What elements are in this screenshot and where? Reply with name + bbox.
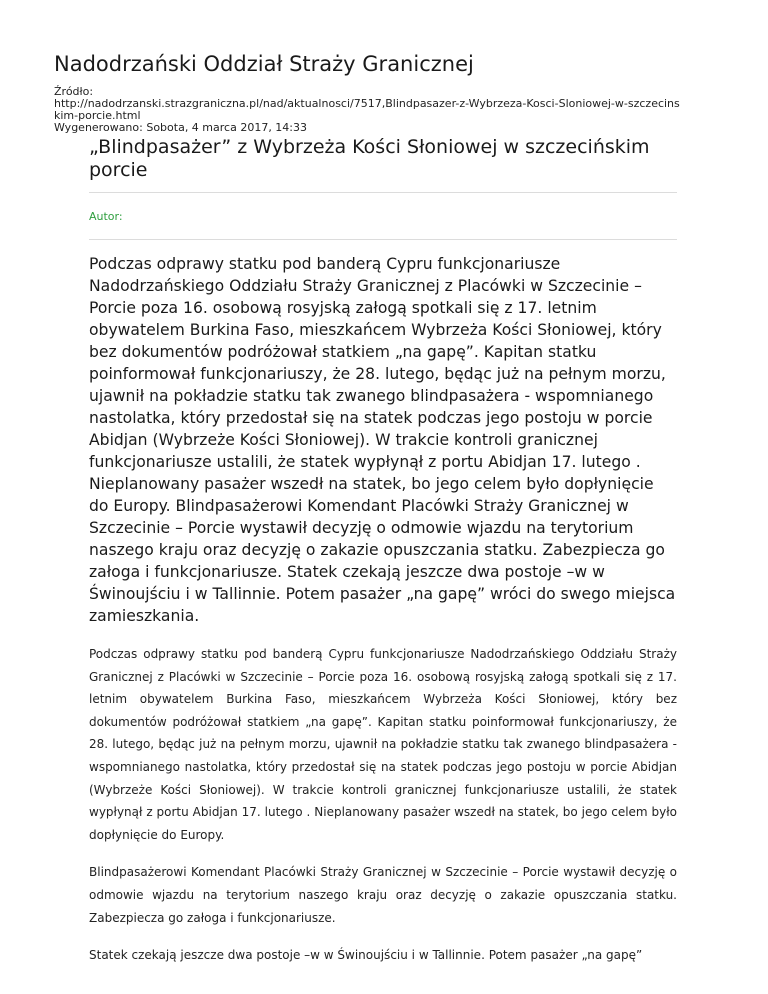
source-meta	[54, 86, 718, 134]
author-label: Autor:	[89, 210, 123, 223]
article-paragraph: Podczas odprawy statku pod banderą Cypru funkcjonariusze Nadodrzańskiego Oddziału Straży Granicznej z Placówki w Szczecinie – Porcie poza 16. osobową rosyjską załogą spotkali się z 17. letnim obywatelem Burkina Faso, mieszkańcem Wybrzeża Kości Słoniowej, który bez dokumentów podróżował statkiem „na gapę”. Kapitan statku poinformował funkcjonariuszy, że 28. lutego, będąc już na pełnym morzu, ujawnił na pokładzie statku tak zwanego blindpasażera - wspomnianego nastolatka, który przedostał się na statek podczas jego postoju w porcie Abidjan (Wybrzeże Kości Słoniowej). W trakcie kontroli granicznej funkcjonariusze ustalili, że statek wypłynął z portu Abidjan 17. lutego . Nieplanowany pasażer wszedł na statek, bo jego celem było dopłynięcie do Europy.	[89, 647, 677, 842]
article-paragraph: Blindpasażerowi Komendant Placówki Straży Granicznej w Szczecinie – Porcie wystawił decyzję o odmowie wjazdu na terytorium naszego kraju oraz decyzję o zakazie opuszczania statku. Zabezpiecza go załoga i funkcjonariusze.	[89, 865, 677, 925]
generated-date: Wygenerowano: Sobota, 4 marca 2017, 14:33	[54, 121, 308, 134]
divider	[89, 192, 677, 193]
article-lead: Podczas odprawy statku pod banderą Cypru funkcjonariusze Nadodrzańskiego Oddziału Straży Granicznej z Placówki w Szczecinie – Porcie poza 16. osobową rosyjską załogą spotkali się z 17. letnim obywatelem Burkina Faso, mieszkańcem Wybrzeża Kości Słoniowej, który bez dokumentów podróżował statkiem „na gapę”. Kapitan statku poinformował funkcjonariuszy, że 28. lutego, będąc już na pełnym morzu, ujawnił na pokładzie statku tak zwanego blindpasażera - wspomnianego nastolatka, który przedostał się na statek podczas jego postoju w porcie Abidjan (Wybrzeże Kości Słoniowej). W trakcie kontroli granicznej funkcjonariusze ustalili, że statek wypłynął z portu Abidjan 17. lutego . Nieplanowany pasażer wszedł na statek, bo jego celem było dopłynięcie do Europy. Blindpasażerowi Komendant Placówki Straży Granicznej w Szczecinie – Porcie wystawił decyzję o odmowie wjazdu na terytorium naszego kraju oraz decyzję o zakazie opuszczania statku. Zabezpiecza go załoga i funkcjonariusze. Statek czekają jeszcze dwa postoje –w w Świnoujściu i w Tallinnie. Potem pasażer „na gapę” wróci do swego miejsca zamieszkania.	[89, 255, 676, 625]
article	[89, 136, 677, 967]
article-title: „Blindpasażer” z Wybrzeża Kości Słoniowej w szczecińskim porcie	[89, 136, 650, 181]
source-url[interactable]: http://nadodrzanski.strazgraniczna.pl/nad/aktualnosci/7517,Blindpasazer-z-Wybrzeza-Kosci-Sloniowej-w-szczecins	[54, 97, 680, 110]
source-label: Źródło:	[54, 85, 94, 98]
source-url-continued[interactable]: kim-porcie.html	[54, 109, 141, 122]
divider	[89, 239, 677, 240]
article-paragraph: Statek czekają jeszcze dwa postoje –w w Świnoujściu i w Tallinnie. Potem pasażer „na gapę”	[89, 948, 643, 963]
site-title: Nadodrzański Oddział Straży Granicznej	[54, 52, 474, 76]
